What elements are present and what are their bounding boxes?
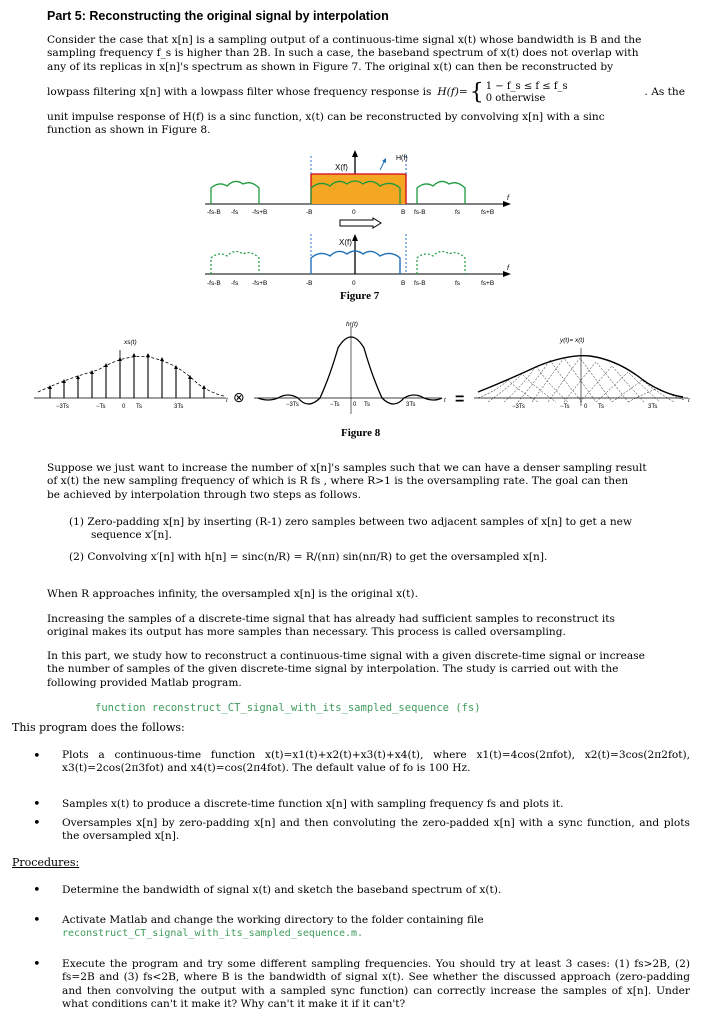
tick: Ts [364,402,370,408]
fig7-hf-label: H(f) [396,155,408,162]
step-2 [69,551,685,564]
tick: fs-B [414,280,426,287]
tick: -fs+B [252,209,268,216]
fig7-f-label-bottom: f [507,265,509,272]
program-does-label: This program does the follows: [12,721,185,734]
limit-sentence: When R approaches infinity, the oversampled x[n] is the original x(t). [47,588,418,600]
tick: 3Ts [406,402,416,408]
program-bullet-1: Plots a continuous-time function x(t)=x1(t)+x2(t)+x3(t)+x4(t), where x1(t)=4cos(2πfot), x2(t)=3cos(2π2fot), x3(t)=2cos(2π3fot) and x4(t)=cos(2π4fot). The default value of fo is 100 Hz. [62,749,690,775]
tick: fs-B [414,209,426,216]
tick: −Ts [330,402,340,408]
bullet-dot: • [33,816,41,831]
fig7-xf-top-label: X(f) [335,163,348,172]
fig7-ticks-bottom [207,280,494,287]
step1-line-2: sequence x′[n]. [91,529,172,542]
p3-line-3: following provided Matlab program. [47,676,242,689]
tick: fs [455,280,461,287]
tick: −3Ts [512,404,525,410]
bullet-dot: • [33,957,41,972]
tick: fs [455,209,461,216]
intro-line-1: Consider the case that x[n] is a sampling output of a continuous-time signal x(t) whose bandwidth is B and the [47,34,642,46]
tick: fs+B [481,280,495,287]
fig8-t-middle: t [444,398,446,404]
tick: 0 [122,404,126,410]
intro-line-4: lowpass filtering x[n] with a lowpass filter whose frequency response is H(f)= { 1 − f_s ≤ f ≤ f_s 0 otherwise . As the [47,80,685,106]
tick: -fs-B [207,209,221,216]
fig8-sinc [254,321,446,414]
step2-prefix: (2) Convolving x′[n] with h[n] = sinc(n/R) = R/(nπ) sin(nπ/R) [69,551,393,563]
bullet-dot: • [33,913,41,928]
tick: Ts [136,404,142,410]
tick: -B [306,280,313,287]
tick: B [401,280,406,287]
step1-line-1: (1) Zero-padding x[n] by inserting (R-1) zero samples between two adjacent samples of x[n] to get a new [69,516,633,528]
step-1 [69,516,685,543]
p1-line-2: of x(t) the new sampling frequency of which is R fs , where R>1 is the oversampling rate. The goal can then [47,475,629,488]
figure-8-caption: Figure 8 [341,427,381,439]
procedure-2-text: Activate Matlab and change the working directory to the folder containing file [62,914,484,926]
replica-left [211,181,259,204]
fig7-xf-bottom-label: X(f) [339,238,352,247]
fig7-bottom-spectrum [205,234,511,277]
tick: 0 [352,209,356,216]
bullet-dot: • [33,797,41,812]
intro-line-6: function as shown in Figure 8. [47,124,211,137]
intro-line-5: unit impulse response of H(f) is a sinc function, x(t) can be reconstructed by convolving x[n] with a sinc [47,111,605,123]
step2-suffix: to get the oversampled x[n]. [395,551,548,563]
equals-symbol: = [455,391,465,408]
fig7-f-label-top: f [507,195,509,202]
intro-paragraph-end [47,111,685,138]
procedure-3: Execute the program and try some different sampling frequencies. You should try at least 3 cases: (1) fs>2B, (2) fs=2B and (3) fs<2B, where B is the bandwidth of signal x(t). See whether the discussed approach (zero-padding and then convolving the output with a sampled sync function) can correctly increase the samples of x[n]. Under what conditions can't it make it? Why can't it make it if it can't? [62,958,690,1010]
program-signature: function reconstruct_CT_signal_with_its_sampled_sequence (fs) [95,702,481,714]
sinc-curve [258,337,442,404]
tick: 0 [584,404,588,410]
p2-line-2: original makes its output has more samples than necessary. This process is called oversampling. [47,626,566,639]
tick: -fs+B [252,280,268,287]
p1-line-1: Suppose we just want to increase the number of x[n]'s samples such that we can have a denser sampling result [47,462,647,474]
fig8-reconstructed [474,337,690,410]
intro-paragraph [47,34,685,74]
tick: −3Ts [286,402,299,408]
tick: 3Ts [648,404,658,410]
procedure-2 [62,914,690,941]
replica-right [417,181,465,204]
fig7-ticks-top [207,209,494,216]
procedure-1: Determine the bandwidth of signal x(t) and sketch the baseband spectrum of x(t). [62,884,502,896]
tick: -B [306,209,313,216]
convolve-symbol: ⊗ [233,389,245,405]
oversampling-paragraph [47,462,685,502]
filter-case-1: 1 − f_s ≤ f ≤ f_s [485,81,568,92]
p3-line-1: In this part, we study how to reconstruct a continuous-time signal with a given discrete-time signal or increase [47,650,645,662]
fig8-hr-label: hr(t) [346,321,358,328]
figure-8 [28,318,696,426]
intro-line-4b: . As the [644,86,685,99]
bullet-dot: • [33,749,41,764]
tick: -fs [231,209,239,216]
fig8-sampled-signal [34,339,228,410]
tick: −3Ts [56,404,69,410]
fig8-yt-label: y(t)= x(t) [560,337,585,344]
intro-line-2: sampling frequency f_s is higher than 2B. In such a case, the baseband spectrum of x(t) does not overlap with [47,47,639,60]
p2-line-1: Increasing the samples of a discrete-time signal that has already had sufficient samples to reconstruct its [47,613,615,625]
oversampling-definition [47,613,685,640]
intro-line-3: any of its replicas in x[n]'s spectrum as shown in Figure 7. The original x(t) can then be reconstructed by [47,60,614,73]
procedures-label: Procedures: [12,856,80,869]
p3-line-2: the number of samples of the given discrete-time signal by interpolation. The study is carried out with the [47,663,619,676]
reconstructed-curve [478,356,683,397]
figure-7-caption: Figure 7 [340,290,380,302]
tick: -fs [231,280,239,287]
fig7-top-spectrum [205,150,511,207]
fig8-t-right: t [688,398,690,404]
section-heading: Part 5: Reconstructing the original signal by interpolation [47,9,389,23]
fig7-filter-arrow [340,218,381,228]
tick: -fs-B [207,280,221,287]
filter-case-2: 0 otherwise [485,93,546,104]
tick: 3Ts [174,404,184,410]
program-bullet-2: Samples x(t) to produce a discrete-time function x[n] with sampling frequency fs and plots it. [62,798,564,810]
program-bullet-3: Oversamples x[n] by zero-padding x[n] and then convoluting the zero-padded x[n] with a sync function, and plots the oversampled x[n]. [62,817,690,843]
tick: 0 [353,402,357,408]
filter-equation [486,81,568,105]
tick: 0 [352,280,356,287]
figure-7 [195,148,525,290]
fig8-xs-label: xs(t) [124,339,137,346]
lowpass-filter-box [311,174,406,204]
intro-line-4a: lowpass filtering x[n] with a lowpass filter whose frequency response is [47,86,432,99]
tick: Ts [598,404,604,410]
fig8-t-left: t [226,398,228,404]
bullet-dot: • [33,883,41,898]
procedure-2-filename: reconstruct_CT_signal_with_its_sampled_sequence.m. [62,928,364,940]
tick: −Ts [96,404,106,410]
study-paragraph [47,650,685,690]
p1-line-3: be achieved by interpolation through two steps as follows. [47,488,361,501]
tick: B [401,209,406,216]
tick: fs+B [481,209,495,216]
tick: −Ts [560,404,570,410]
